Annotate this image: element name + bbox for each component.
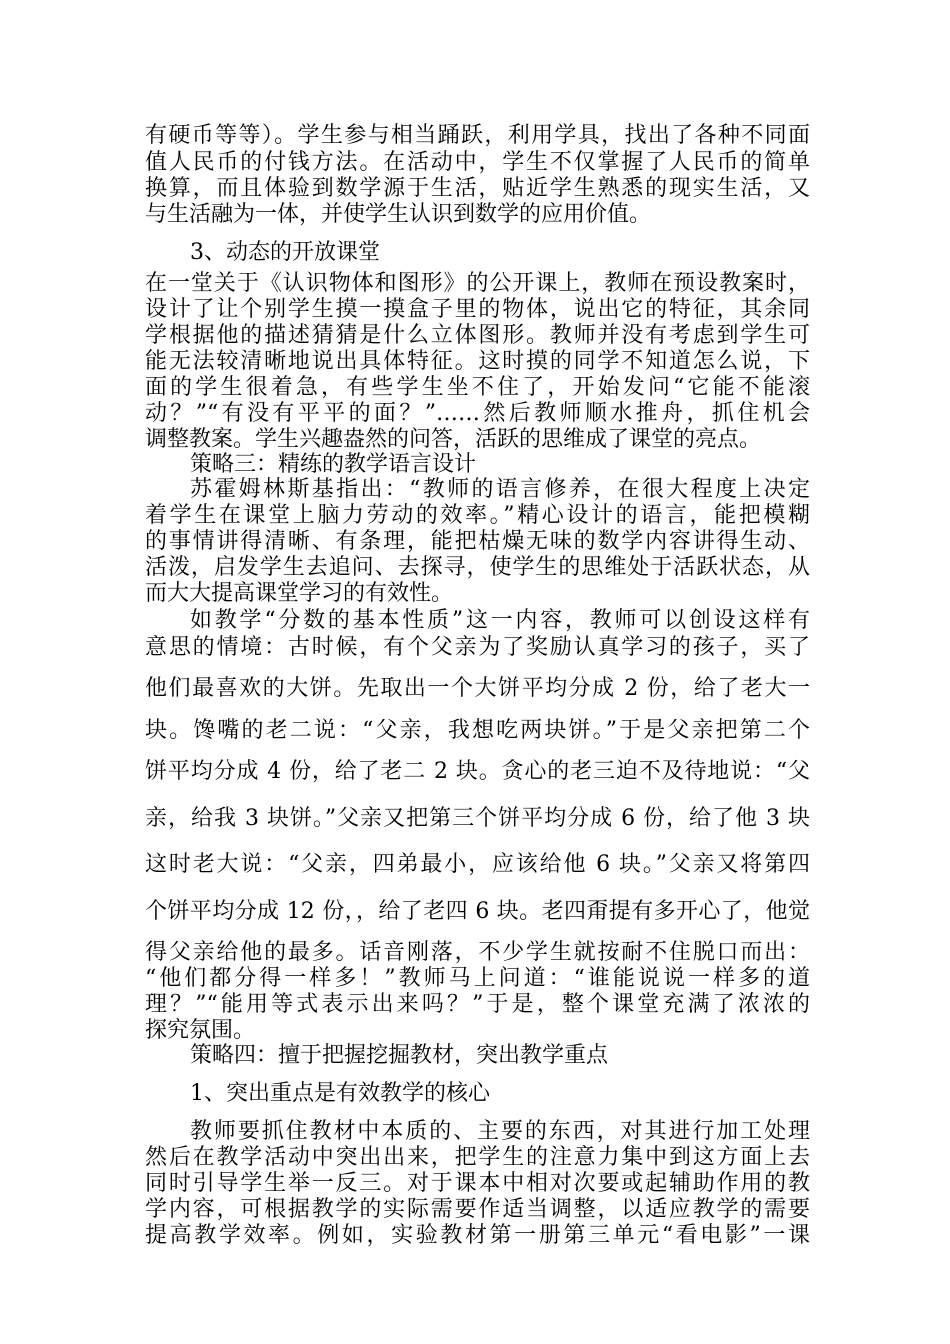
text-line: 而大大提高课堂学习的有效性。 xyxy=(145,581,454,606)
text-line: 亲，给我 3 块饼。”父亲又把第三个饼平均分成 6 份，给了他 3 块 xyxy=(145,806,810,831)
text-line: 学内容，可根据教学的实际需要作适当调整，以适应教学的需要 xyxy=(145,1197,810,1222)
text-line: 动？”“有没有平平的面？”……然后教师顺水推舟，抓住机会 xyxy=(145,401,810,426)
text-line: 同时引导学生举一反三。对于课本中相对次要或起辅助作用的教 xyxy=(145,1171,810,1196)
section-heading: 策略四：擅于把握挖掘教材，突出教学重点 xyxy=(190,1043,609,1068)
section-heading: 1、突出重点是有效教学的核心 xyxy=(190,1081,490,1106)
section-heading: 策略三：精练的教学语言设计 xyxy=(190,452,477,477)
text-line: 教师要抓住教材中本质的、主要的东西，对其进行加工处理 xyxy=(190,1119,810,1144)
text-line: 值人民币的付钱方法。在活动中，学生不仅掌握了人民币的简单 xyxy=(145,150,810,175)
text-line: 意思的情境：古时候，有个父亲为了奖励认真学习的孩子，买了 xyxy=(145,635,810,660)
text-line: 苏霍姆林斯基指出：“教师的语言修养，在很大程度上决定 xyxy=(190,477,810,502)
text-line: 活泼，启发学生去追问、去探寻，使学生的思维处于活跃状态，从 xyxy=(145,555,810,580)
text-line: 个饼平均分成 12 份，，给了老四 6 块。老四甭提有多开心了，他觉 xyxy=(145,899,810,924)
text-line: 有硬币等等）。学生参与相当踊跃，利用学具，找出了各种不同面 xyxy=(145,123,810,148)
text-line: 调整教案。学生兴趣盎然的问答，活跃的思维成了课堂的亮点。 xyxy=(145,427,762,452)
text-line: 设计了让个别学生摸一摸盒子里的物体，说出它的特征，其余同 xyxy=(145,297,810,322)
text-line: 换算，而且体验到数学源于生活，贴近学生熟悉的现实生活，又 xyxy=(145,176,810,201)
text-line: 学根据他的描述猜猜是什么立体图形。教师并没有考虑到学生可 xyxy=(145,323,810,348)
text-line: 提高教学效率。例如，实验教材第一册第三单元“看电影”一课 xyxy=(145,1223,810,1248)
section-heading: 3、动态的开放课堂 xyxy=(190,240,380,265)
text-line: 如教学“分数的基本性质”这一内容，教师可以创设这样有 xyxy=(190,608,810,633)
text-line: 的事情讲得清晰、有条理，能把枯燥无味的数学内容讲得生动、 xyxy=(145,529,810,554)
text-line: 得父亲给他的最多。话音刚落，不少学生就按耐不住脱口而出： xyxy=(145,940,810,965)
text-line: 然后在教学活动中突出出来，把学生的注意力集中到这方面上去 xyxy=(145,1145,810,1170)
text-line: 能无法较清晰地说出具体特征。这时摸的同学不知道怎么说，下 xyxy=(145,349,810,374)
text-line: 他们最喜欢的大饼。先取出一个大饼平均分成 2 份，给了老大一 xyxy=(145,676,810,701)
text-line: 理？”“能用等式表示出来吗？”于是，整个课堂充满了浓浓的 xyxy=(145,992,810,1017)
text-line: 饼平均分成 4 份，给了老二 2 块。贪心的老三迫不及待地说：“父 xyxy=(145,759,810,784)
text-line: “他们都分得一样多！”教师马上问道：“谁能说说一样多的道 xyxy=(145,966,810,991)
text-line: 着学生在课堂上脑力劳动的效率。”精心设计的语言，能把模糊 xyxy=(145,503,810,528)
text-line: 块。馋嘴的老二说：“父亲，我想吃两块饼。”于是父亲把第二个 xyxy=(145,718,810,743)
text-line: 探究氛围。 xyxy=(145,1018,256,1043)
text-line: 在一堂关于《认识物体和图形》的公开课上，教师在预设教案时， xyxy=(145,271,810,296)
text-line: 这时老大说：“父亲，四弟最小，应该给他 6 块。”父亲又将第四 xyxy=(145,852,810,877)
text-line: 与生活融为一体，并使学生认识到数学的应用价值。 xyxy=(145,202,652,227)
text-line: 面的学生很着急，有些学生坐不住了，开始发问“它能不能滚 xyxy=(145,375,810,400)
